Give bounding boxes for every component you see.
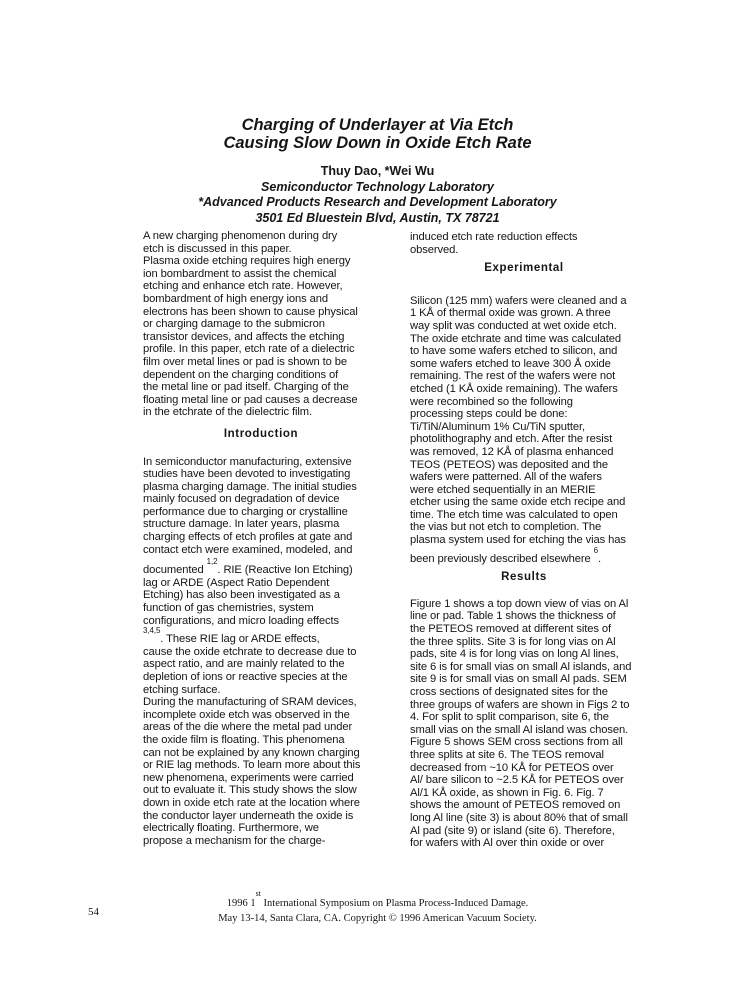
text-line: decreased from ~10 KÅ for PETEOS over	[410, 761, 614, 774]
inline-text: .	[597, 552, 601, 565]
text-line: areas of the die where the metal pad under	[143, 721, 353, 734]
text-line: During the manufacturing of SRAM devices,	[143, 696, 357, 709]
text-line: electrically floating. Furthermore, we	[143, 822, 319, 835]
title-line-2: Causing Slow Down in Oxide Etch Rate	[223, 134, 532, 152]
inline-text: . RIE (Reactive Ion Etching)	[217, 564, 353, 577]
text-line: structure damage. In later years, plasma	[143, 518, 340, 531]
left-column	[143, 230, 379, 847]
text-line: way split was conducted at wet oxide etch.	[410, 319, 617, 332]
text-line	[410, 545, 638, 566]
text-line	[143, 557, 379, 577]
author-block	[0, 164, 755, 226]
affiliation-2: *Advanced Products Research and Development Laboratory	[198, 195, 557, 209]
text-line: profile. In this paper, etch rate of a dielectric	[143, 343, 355, 356]
citation-ref: 3,4,5	[143, 626, 161, 636]
text-line: depletion of ions or reactive species at the	[143, 671, 348, 683]
inline-text: documented	[143, 564, 204, 577]
text-line: etched (1 KÅ oxide remaining). The wafers	[410, 382, 618, 395]
affiliation-1: Semiconductor Technology Laboratory	[261, 179, 494, 194]
text-line: some wafers etched to leave 300 Å oxide	[410, 357, 611, 370]
text-line: Plasma oxide etching requires high energy	[143, 255, 351, 268]
text-line: 1 KÅ of thermal oxide was grown. A three	[410, 307, 611, 320]
inline-text: International Symposium on Plasma Process-Induced Damage.	[260, 898, 529, 909]
text-line: contact etch were examined, modeled, and	[143, 543, 353, 556]
text-line: three groups of wafers are shown in Figs 2 to	[410, 698, 630, 711]
text-line: small vias on the small Al island was chosen.	[410, 723, 629, 736]
text-line: In semiconductor manufacturing, extensive	[143, 455, 352, 468]
abstract	[143, 230, 379, 419]
text-line: observed.	[410, 243, 459, 256]
text-line: in the etchrate of the dielectric film.	[143, 406, 312, 419]
text-line: remaining. The rest of the wafers were not	[410, 370, 616, 383]
text-line: or charging damage to the submicron	[143, 318, 325, 331]
text-line: photolithography and etch. After the resist	[410, 433, 613, 446]
text-line: Al/1 KÅ oxide, as shown in Fig. 6. Fig. 7	[410, 786, 604, 799]
text-line: the PETEOS removed at different sites of	[410, 623, 611, 636]
citation-ref: 6	[593, 545, 598, 555]
text-line: or RIE lag methods. To learn more about this	[143, 759, 361, 772]
text-line: for wafers with Al over thin oxide or over	[410, 837, 605, 850]
text-line: pads, site 4 is for long vias on long Al lines,	[410, 648, 619, 661]
inline-text: . These RIE lag or ARDE effects,	[160, 633, 320, 646]
text-line: processing steps could be done:	[410, 408, 568, 421]
address: 3501 Ed Bluestein Blvd, Austin, TX 78721	[255, 210, 500, 225]
text-line: plasma charging damage. The initial studies	[143, 480, 357, 493]
text-line: Al pad (site 9) or island (site 6). Therefore,	[410, 824, 615, 837]
results-body	[410, 598, 638, 850]
text-line: plasma system used for etching the vias has	[410, 534, 626, 547]
text-line: configurations, and micro loading effects	[143, 614, 339, 627]
footer-line-2: May 13-14, Santa Clara, CA. Copyright © 1996 American Vacuum Society.	[218, 913, 537, 924]
section-heading-results: Results	[501, 571, 547, 584]
text-line: A new charging phenomenon during dry	[143, 230, 338, 242]
introduction-continued	[410, 231, 638, 256]
text-line: etch is discussed in this paper.	[143, 242, 292, 255]
text-line: film over metal lines or pad is shown to be	[143, 355, 348, 368]
right-column	[410, 231, 638, 850]
text-line: wafers were patterned. All of the wafers	[410, 471, 602, 484]
text-line: Figure 1 shows a top down view of vias on Al	[410, 597, 629, 610]
introduction-body	[143, 456, 379, 848]
text-line: propose a mechanism for the charge-	[143, 834, 326, 847]
text-line: site 6 is for small vias on small Al islands, and	[410, 660, 632, 673]
text-line: new phenomena, experiments were carried	[143, 771, 354, 784]
text-line: electrons has been shown to cause physical	[143, 305, 358, 318]
citation-ref: 1,2	[206, 557, 218, 567]
text-line: was removed, 12 KÅ of plasma enhanced	[410, 445, 614, 458]
text-line: down in oxide etch rate at the location where	[143, 796, 360, 809]
text-line: the conductor layer underneath the oxide is	[143, 809, 354, 822]
author-names: Thuy Dao, *Wei Wu	[320, 164, 435, 178]
ordinal-suffix: st	[255, 889, 261, 898]
page-number: 54	[88, 906, 99, 918]
text-line: Etching) has also been investigated as a	[143, 589, 340, 602]
text-line: transistor devices, and affects the etching	[143, 330, 345, 343]
inline-text: been previously described elsewhere	[410, 552, 591, 565]
text-line: site 9 is for small vias on small Al pads. SEM	[410, 673, 627, 686]
text-line: Ti/TiN/Aluminum 1% Cu/TiN sputter,	[410, 420, 586, 433]
text-line: time. The etch time was calculated to open	[410, 508, 618, 521]
text-line: the vias but not etch to completion. The	[410, 521, 602, 534]
experimental-body	[410, 295, 638, 565]
text-line: Figure 5 shows SEM cross sections from all	[410, 736, 623, 749]
text-line: three splits at site 6. The TEOS removal	[410, 748, 604, 761]
text-line: were recombined so the following	[410, 395, 573, 408]
text-line: 4. For split to split comparison, site 6, the	[410, 711, 609, 724]
text-line: Silicon (125 mm) wafers were cleaned and a	[410, 294, 627, 307]
section-heading-experimental: Experimental	[484, 262, 564, 275]
text-line: mainly focused on degradation of device	[143, 493, 340, 506]
text-line: aspect ratio, and are mainly related to the	[143, 658, 345, 671]
text-line: studies have been devoted to investigating	[143, 468, 351, 481]
text-line: Al/ bare silicon to ~2.5 KÅ for PETEOS over	[410, 774, 624, 787]
text-line	[143, 626, 379, 646]
text-line: shows the amount of PETEOS removed on	[410, 799, 621, 812]
text-line: long Al line (site 3) is about 80% that of small	[410, 811, 628, 824]
text-line: charging effects of etch profiles at gate and	[143, 531, 353, 544]
text-line: cause the oxide etchrate to decrease due to	[143, 645, 357, 658]
title-line-1: Charging of Underlayer at Via Etch	[241, 116, 514, 134]
text-line: incomplete oxide etch was observed in the	[143, 708, 350, 721]
section-heading-introduction: Introduction	[223, 427, 299, 440]
text-line: the three splits. Site 3 is for long vias on Al	[410, 635, 616, 648]
text-line: line or pad. Table 1 shows the thickness of	[410, 610, 616, 623]
footer-citation	[0, 889, 755, 926]
text-line: TEOS (PETEOS) was deposited and the	[410, 458, 608, 471]
text-line: induced etch rate reduction effects	[410, 231, 578, 243]
text-line: can not be explained by any known charging	[143, 746, 360, 759]
footer-line-1	[0, 889, 755, 911]
text-line: bombardment of high energy ions and	[143, 292, 328, 305]
text-line: performance due to charging or crystalline	[143, 505, 348, 518]
text-line: were etched sequentially in an MERIE	[410, 483, 596, 496]
text-line: function of gas chemistries, system	[143, 602, 314, 615]
text-line: the metal line or pad itself. Charging of the	[143, 381, 349, 394]
text-line: lag or ARDE (Aspect Ratio Dependent	[143, 576, 330, 589]
text-line: ion bombardment to assist the chemical	[143, 267, 337, 280]
text-line: etcher using the same oxide etch recipe and	[410, 496, 626, 509]
text-line: etching and enhance etch rate. However,	[143, 280, 343, 293]
text-line: to have some wafers etched to silicon, and	[410, 345, 618, 358]
text-line: dependent on the charging conditions of	[143, 368, 339, 381]
text-line: floating metal line or pad causes a decrease	[143, 393, 358, 406]
text-line: cross sections of designated sites for the	[410, 686, 608, 698]
text-line: The oxide etchrate and time was calculated	[410, 332, 621, 345]
paper-title	[0, 116, 755, 152]
text-line: etching surface.	[143, 683, 221, 696]
text-line: out to evaluate it. This study shows the slow	[143, 784, 357, 797]
inline-text: 1996 1	[226, 898, 256, 909]
text-line: the oxide film is floating. This phenomena	[143, 733, 345, 746]
